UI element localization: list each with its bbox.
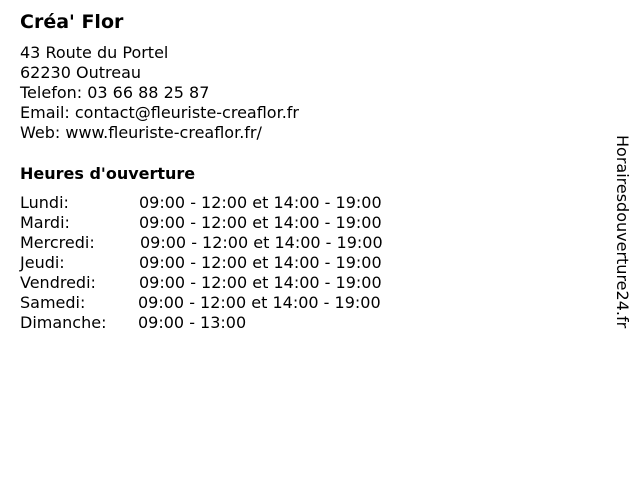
hours-row-thursday xyxy=(20,253,382,273)
address-street: 43 Route du Portel xyxy=(20,43,169,62)
website-text: Web: www.fleuriste-creaflor.fr/ xyxy=(20,123,262,142)
site-watermark: Horairesdouverture24.fr xyxy=(613,135,632,329)
day-label: Samedi: xyxy=(20,293,86,312)
day-label: Dimanche: xyxy=(20,313,107,332)
time-range: 09:00 - 12:00 et 14:00 - 19:00 xyxy=(139,193,382,212)
hours-row-sunday xyxy=(20,313,247,333)
day-label: Jeudi: xyxy=(20,253,65,272)
day-label: Mercredi: xyxy=(20,233,95,252)
hours-row-tuesday xyxy=(20,213,382,233)
time-range: 09:00 - 13:00 xyxy=(138,313,247,332)
hours-row-friday xyxy=(20,273,382,293)
day-label: Lundi: xyxy=(20,193,69,212)
day-label: Vendredi: xyxy=(20,273,96,292)
business-contact-block xyxy=(20,43,299,143)
time-range: 09:00 - 12:00 et 14:00 - 19:00 xyxy=(139,273,382,292)
phone-text: Telefon: 03 66 88 25 87 xyxy=(20,83,210,102)
time-range: 09:00 - 12:00 et 14:00 - 19:00 xyxy=(139,213,382,232)
address-city: 62230 Outreau xyxy=(20,63,142,82)
time-range: 09:00 - 12:00 et 14:00 - 19:00 xyxy=(139,253,382,272)
hours-row-monday xyxy=(20,193,382,213)
opening-hours-heading: Heures d'ouverture xyxy=(20,164,196,183)
time-range: 09:00 - 12:00 et 14:00 - 19:00 xyxy=(138,293,381,312)
email-text: Email: contact@fleuriste-creaflor.fr xyxy=(20,103,299,122)
time-range: 09:00 - 12:00 et 14:00 - 19:00 xyxy=(140,233,383,252)
hours-row-saturday xyxy=(20,293,381,313)
business-name: Créa' Flor xyxy=(20,11,124,33)
opening-hours-list xyxy=(20,193,383,333)
hours-row-wednesday xyxy=(20,233,383,253)
day-label: Mardi: xyxy=(20,213,70,232)
